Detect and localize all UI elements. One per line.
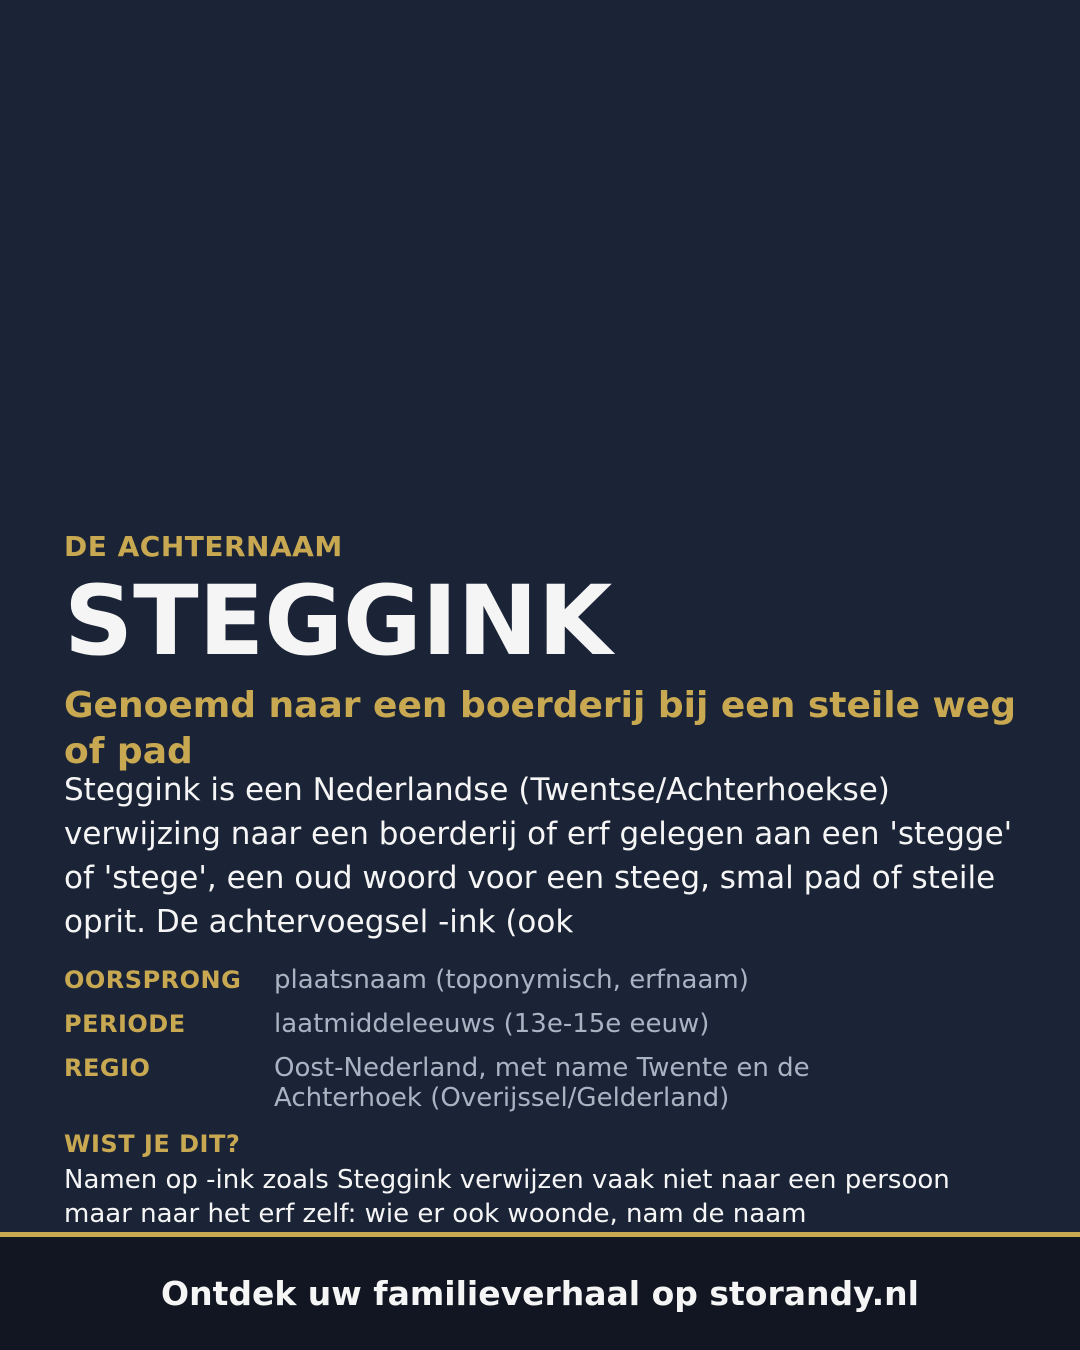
- fact-label: OORSPRONG: [64, 966, 242, 994]
- fact-row-region: [64, 1052, 1016, 1113]
- fact-label: PERIODE: [64, 1010, 186, 1038]
- surname-card: [64, 0, 1016, 1232]
- footer-bar: [0, 1232, 1080, 1350]
- eyebrow-label: DE ACHTERNAAM: [64, 530, 343, 563]
- fact-row-period: [64, 1008, 1016, 1040]
- did-you-know-text: Namen op -ink zoals Steggink verwijzen vaak niet naar een persoon maar naar het erf zelf: wie er ook woonde, nam de naam: [64, 1165, 950, 1229]
- did-you-know-title: WIST JE DIT?: [64, 1130, 241, 1158]
- surname-title: STEGGINK: [64, 565, 613, 677]
- surname-tagline: Genoemd naar een boerderij bij een steile weg of pad: [64, 685, 1016, 772]
- fact-value: plaatsnaam (toponymisch, erfnaam): [274, 965, 749, 995]
- fact-value: laatmiddeleeuws (13e-15e eeuw): [274, 1009, 710, 1039]
- fact-row-origin: [64, 964, 1016, 996]
- facts-list: [64, 964, 1016, 1125]
- surname-description: Steggink is een Nederlandse (Twentse/Achterhoekse) verwijzing naar een boerderij of erf gelegen aan een 'stegge' of 'stege', een oud woord voor een steeg, smal pad of steile oprit. De achtervoegsel -ink (ook: [64, 772, 1013, 940]
- fact-label: REGIO: [64, 1054, 151, 1082]
- fact-value: Oost-Nederland, met name Twente en de Achterhoek (Overijssel/Gelderland): [274, 1053, 810, 1113]
- footer-cta-link[interactable]: Ontdek uw familieverhaal op storandy.nl: [161, 1274, 919, 1313]
